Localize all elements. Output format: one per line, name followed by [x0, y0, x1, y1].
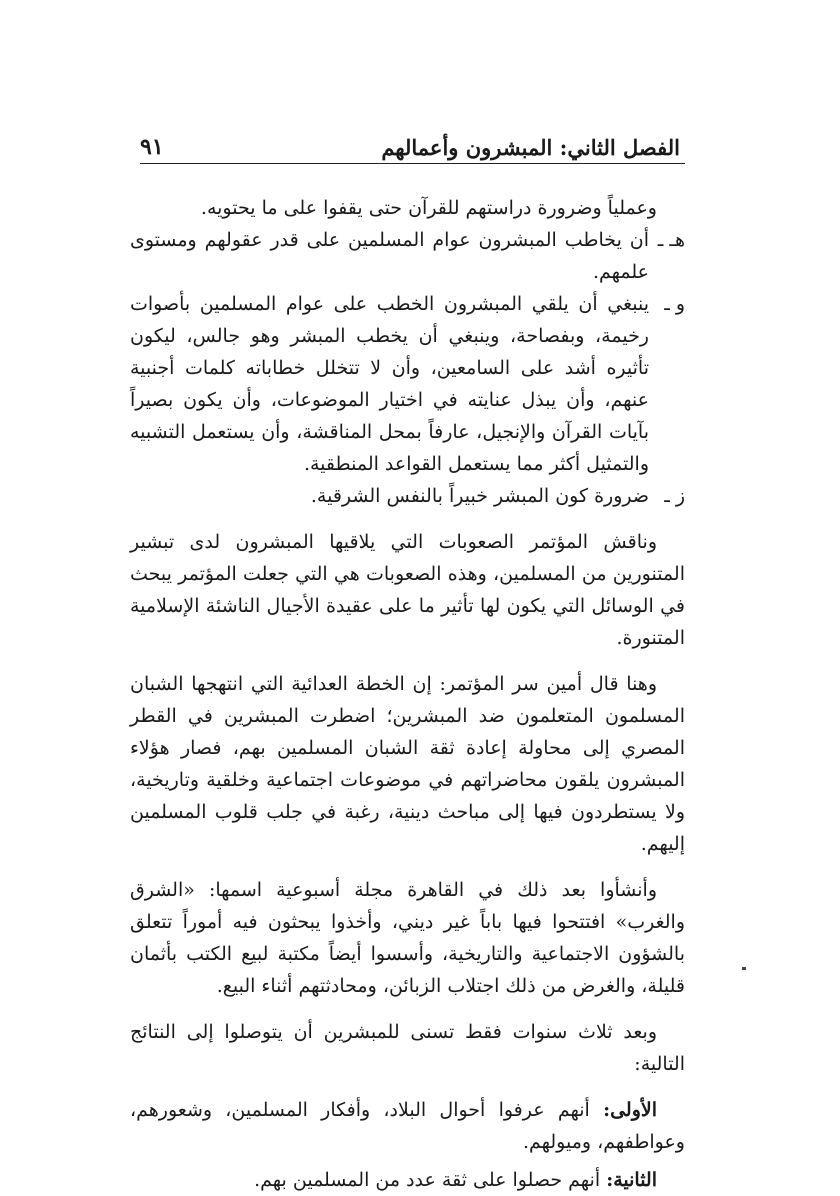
result-second [130, 1164, 685, 1196]
result-text: أنهم عرفوا أحوال البلاد، وأفكار المسلمين، وشعورهم، وعواطفهم، وميولهم. [130, 1099, 685, 1153]
result-label: الأولى: [603, 1099, 657, 1121]
paragraph: وأنشأوا بعد ذلك في القاهرة مجلة أسبوعية اسمها: «الشرق والغرب» افتتحوا فيها باباً غير ديني، وأخذوا يبحثون فيه أموراً تتعلق بالشؤون الاجتماعية والتاريخية، وأسسوا أيضاً مكتبة لبيع الكتب بأثمان قليلة، والغرض من ذلك اجتلاب الزبائن، ومحادثتهم أثناء البيع. [130, 879, 685, 997]
result-first [130, 1094, 685, 1158]
list-item-text: أن يخاطب المبشرون عوام المسلمين على قدر عقولهم ومستوى علمهم. [130, 229, 649, 283]
page-body [130, 192, 685, 1196]
result-text: أنهم حصلوا على ثقة عدد من المسلمين بهم. [254, 1169, 601, 1191]
spacer [130, 860, 685, 874]
header-divider [140, 163, 685, 164]
spacer [130, 654, 685, 668]
paragraph: وبعد ثلاث سنوات فقط تسنى للمبشرين أن يتوصلوا إلى النتائج التالية: [130, 1021, 685, 1075]
result-label: الثانية: [606, 1169, 657, 1191]
list-item-text: ينبغي أن يلقي المبشرون الخطب على عوام المسلمين بأصوات رخيمة، وبفصاحة، وينبغي أن يخطب المبشر وهو جالس، ليكون تأثيره أشد على السامعين، وأن لا تتخلل خطاباته كلمات أجنبية عنهم، وأن يبذل عنايته في اختيار الموضوعات، وأن يكون بصيراً بآيات القرآن والإنجيل، عارفاً بمحل المناقشة، وأن يستعمل التشبيه والتمثيل أكثر مما يستعمل القواعد المنطقية. [130, 293, 649, 475]
intro-line: وعملياً وضرورة دراستهم للقرآن حتى يقفوا على ما يحتويه. [200, 197, 657, 219]
list-item-h [130, 224, 685, 288]
spacer [130, 1002, 685, 1016]
page-number: ٩١ [140, 134, 164, 160]
running-header [140, 128, 680, 160]
list-item-w [130, 288, 685, 480]
spacer [130, 1080, 685, 1094]
list-item-z [130, 480, 685, 512]
paragraph: وهنا قال أمين سر المؤتمر: إن الخطة العدائية التي انتهجها الشبان المسلمون المتعلمون ضد المبشرين؛ اضطرت المبشرين في القطر المصري إلى محاولة إعادة ثقة الشبان المسلمين بهم، فصار هؤلاء المبشرون يلقون محاضراتهم في موضوعات اجتماعية وخلقية وتاريخية، ولا يستطردون فيها إلى مباحث دينية، رغبة في جلب قلوب المسلمين إليهم. [130, 673, 685, 855]
list-item-text: ضرورة كون المبشر خبيراً بالنفس الشرقية. [310, 485, 649, 507]
list-item-marker: و ـ [664, 293, 685, 315]
margin-mark [742, 967, 746, 970]
list-item-marker: ز ـ [664, 485, 685, 507]
chapter-title: الفصل الثاني: المبشرون وأعمالهم [381, 135, 680, 160]
spacer [130, 512, 685, 526]
list-item-marker: هـ ـ [657, 229, 685, 251]
paragraph: وناقش المؤتمر الصعوبات التي يلاقيها المبشرون لدى تبشير المتنورين من المسلمين، وهذه الصعوبات هي التي جعلت المؤتمر يبحث في الوسائل التي يكون لها تأثير ما على عقيدة الأجيال الناشئة الإسلامية المتنورة. [130, 531, 685, 649]
